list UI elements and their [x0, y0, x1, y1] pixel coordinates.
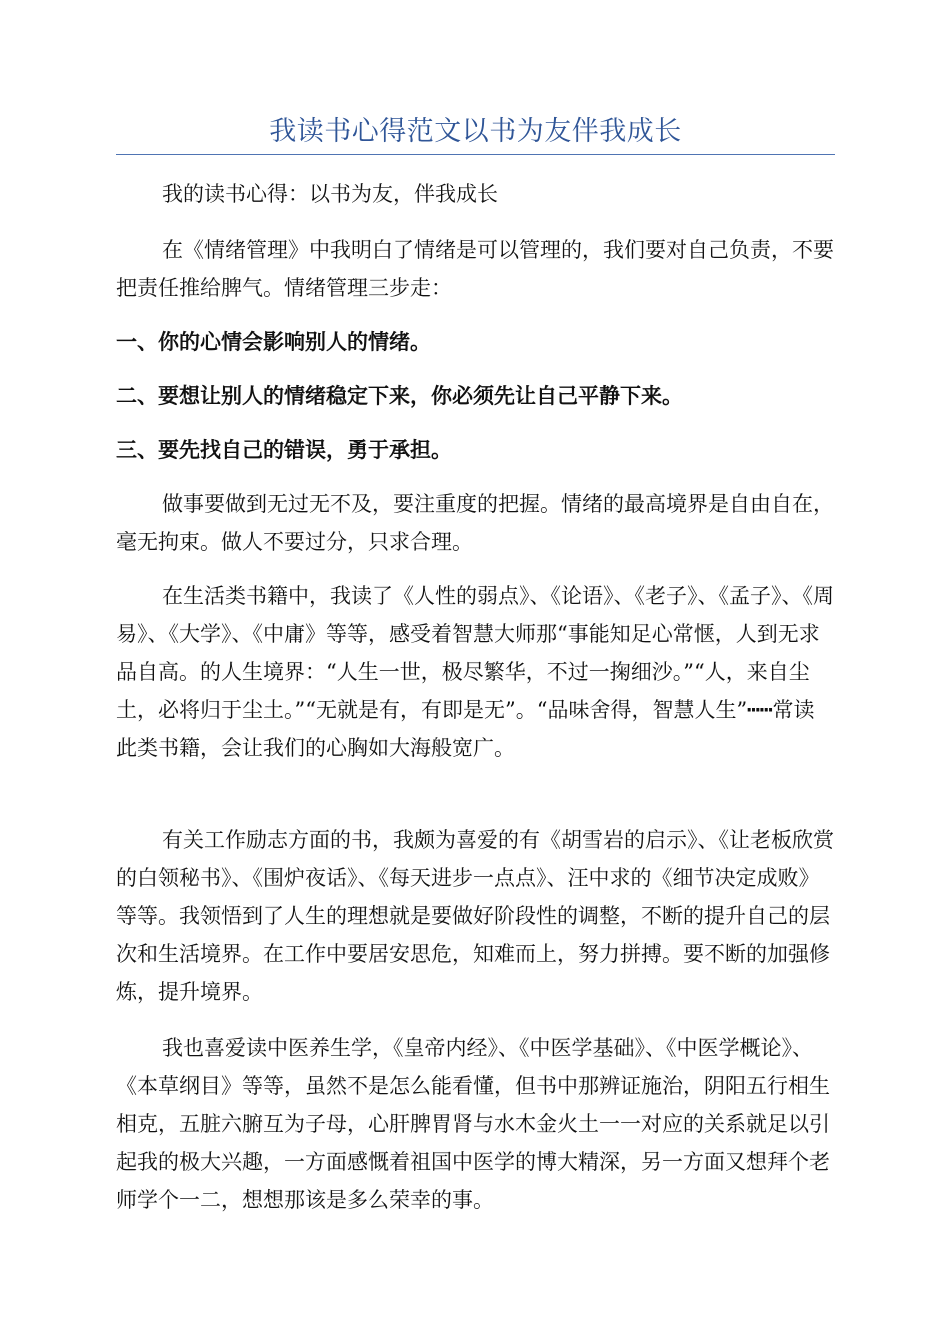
paragraph-emotion-management: 在《情绪管理》中我明白了情绪是可以管理的，我们要对自己负责，不要把责任推给脾气。情绪管理三步走： [116, 238, 834, 300]
step-one-heading: 一、你的心情会影响别人的情绪。 [116, 329, 431, 354]
paragraph-intro: 我的读书心得：以书为友，伴我成长 [162, 182, 498, 206]
paragraph-medicine-books: 我也喜爱读中医养生学，《皇帝内经》、《中医学基础》、《中医学概论》、《本草纲目》等等，虽然不是怎么能看懂，但书中那辨证施治，阴阳五行相生相克，五脏六腑互为子母，心肝脾胃肾与水木金火土一一对应的关系就足以引起我的极大兴趣，一方面感慨着祖国中医学的博大精深，另一方面又想拜个老师学个一二，想想那该是多么荣幸的事。 [116, 1036, 830, 1212]
paragraph-work-books: 有关工作励志方面的书，我颇为喜爱的有《胡雪岩的启示》、《让老板欣赏的白领秘书》、《围炉夜话》、《每天进步一点点》、汪中求的《细节决定成败》等等。我领悟到了人生的理想就是要做好阶段性的调整，不断的提升自己的层次和生活境界。在工作中要居安思危，知难而上，努力拼搏。要不断的加强修炼，提升境界。 [116, 828, 834, 1004]
step-two-heading: 二、要想让别人的情绪稳定下来，你必须先让自己平静下来。 [116, 383, 683, 408]
paragraph-life-books: 在生活类书籍中，我读了《人性的弱点》、《论语》、《老子》、《孟子》、《周易》、《大学》、《中庸》等等，感受着智慧大师那“事能知足心常惬，人到无求品自高。的人生境界：“人生一世，极尽繁华，不过一掬细沙。”“人，来自尘土，必将归于尘土。”“无就是有，有即是无”。“品味舍得，智慧人生”┅┅常读此类书籍，会让我们的心胸如大海般宽广。 [116, 584, 834, 760]
step-three-heading: 三、要先找自己的错误，勇于承担。 [116, 437, 452, 462]
document-title: 我读书心得范文以书为友伴我成长 [269, 116, 682, 147]
title-underline [116, 154, 835, 155]
paragraph-moderation: 做事要做到无过无不及，要注重度的把握。情绪的最高境界是自由自在，毫无拘束。做人不要过分，只求合理。 [116, 492, 834, 554]
